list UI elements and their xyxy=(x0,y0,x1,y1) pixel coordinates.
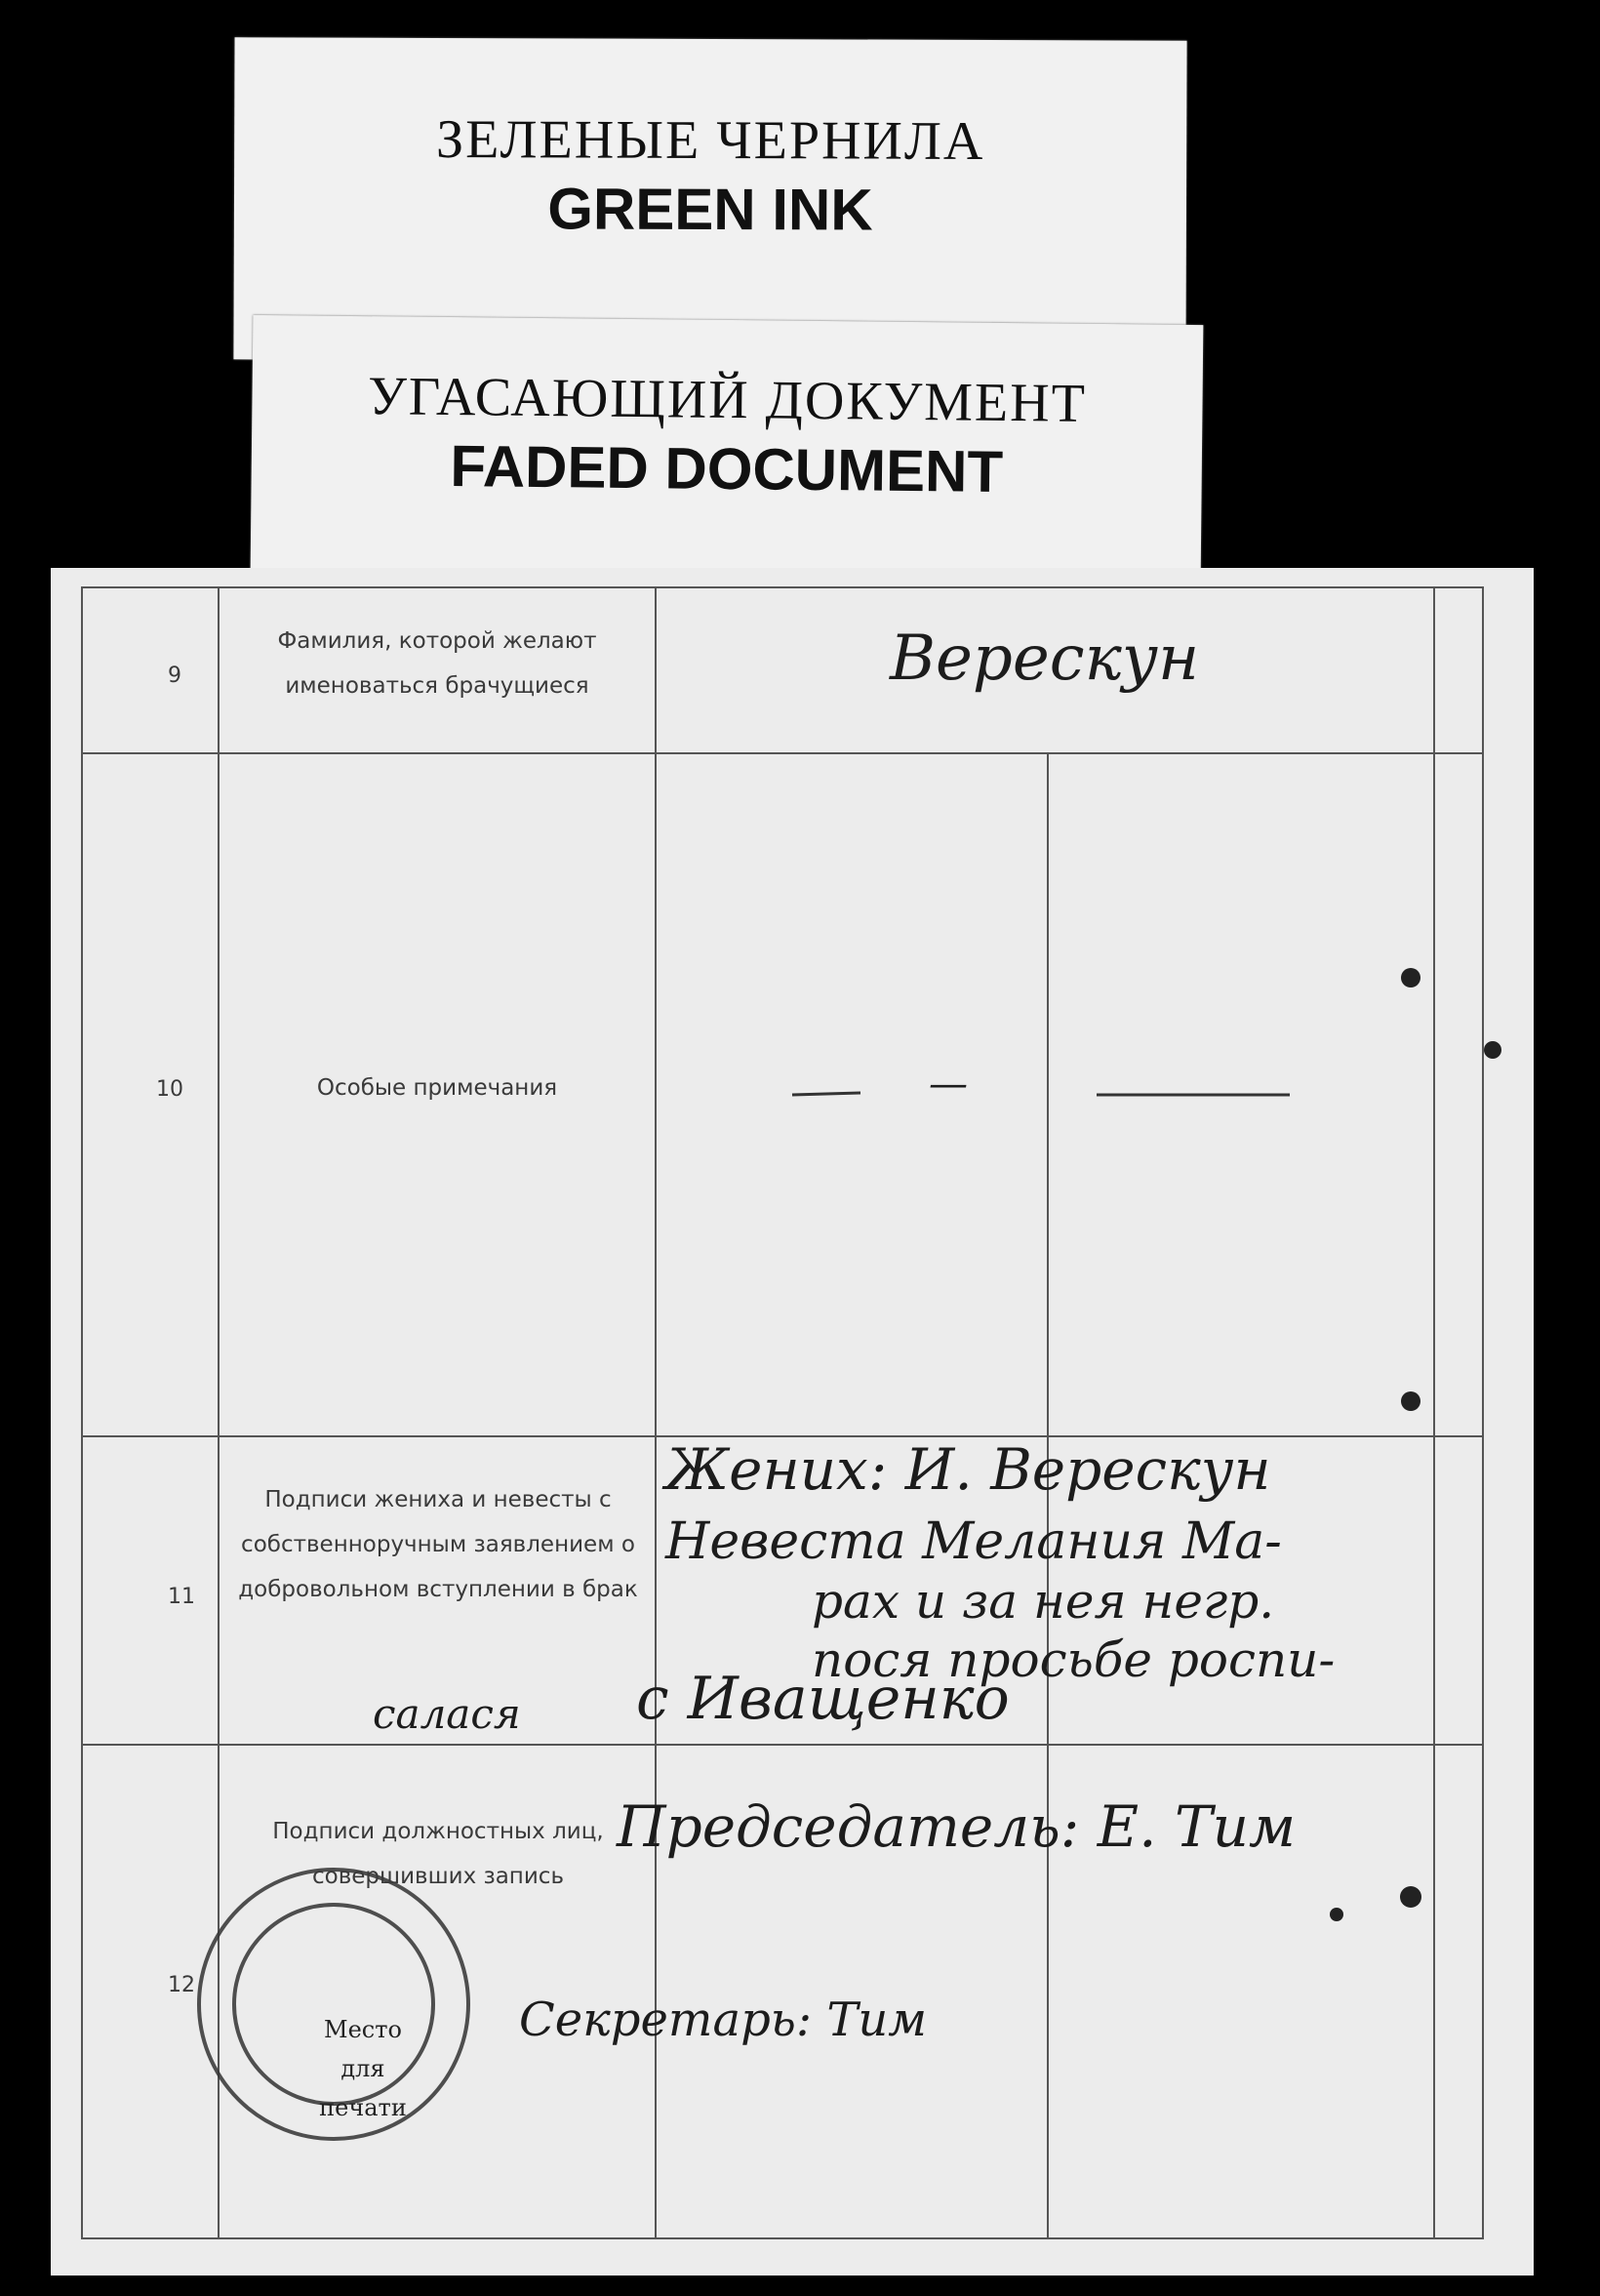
faded-document-label-en: FADED DOCUMENT xyxy=(450,433,1004,504)
row-11-bride-line-4a: салася xyxy=(373,1690,521,1738)
row-12-field-label: Подписи должностных лиц, совершивших запись xyxy=(272,1819,604,1889)
row-11-field-label: Подписи жениха и невесты с собственноручным заявлением о добровольном вступлении в брак xyxy=(238,1487,638,1602)
row-12-number: 12 xyxy=(168,1973,195,1997)
row-12-official-signature: Председатель: Е. Тим xyxy=(617,1793,1297,1860)
stamp-place-label-3: печати xyxy=(319,2094,407,2121)
stamp-place-label-1: Место xyxy=(324,2016,402,2043)
row-11-bride-line-4b: с Иващенко xyxy=(636,1665,1010,1733)
row-9-value-surname: Верескун xyxy=(890,623,1200,695)
row-12-secretary-signature: Секретарь: Тим xyxy=(519,1993,928,2047)
stamp-place-label-2: для xyxy=(340,2055,385,2082)
faded-document-label-card xyxy=(251,315,1204,581)
row-10-value: — xyxy=(929,1062,968,1107)
row-11-bride-line-3: пося просьбе роспи- xyxy=(812,1631,1336,1688)
punch-holes xyxy=(1330,968,1501,1921)
row-11-bride-line-2: рах и за нея негр. xyxy=(812,1573,1275,1630)
row-11-number: 11 xyxy=(168,1585,195,1609)
green-ink-label-en: GREEN INK xyxy=(547,176,873,243)
green-ink-label-ru: ЗЕЛЕНЫЕ ЧЕРНИЛА xyxy=(435,109,985,172)
faded-document-label-ru: УГАСАЮЩИЙ ДОКУМЕНТ xyxy=(367,366,1088,434)
record-sheet xyxy=(51,568,1534,2276)
row-11-bride-line: Невеста Мелания Ма- xyxy=(665,1512,1282,1571)
green-ink-label-card xyxy=(233,37,1186,362)
row-11-groom-signature: Жених: И. Верескун xyxy=(665,1436,1271,1503)
row-9-number: 9 xyxy=(168,664,181,688)
row-9-field-label: Фамилия, которой желают именоваться брачущиеся xyxy=(277,628,597,699)
row-10-number: 10 xyxy=(156,1077,183,1102)
row-10-field-label: Особые примечания xyxy=(316,1075,558,1101)
